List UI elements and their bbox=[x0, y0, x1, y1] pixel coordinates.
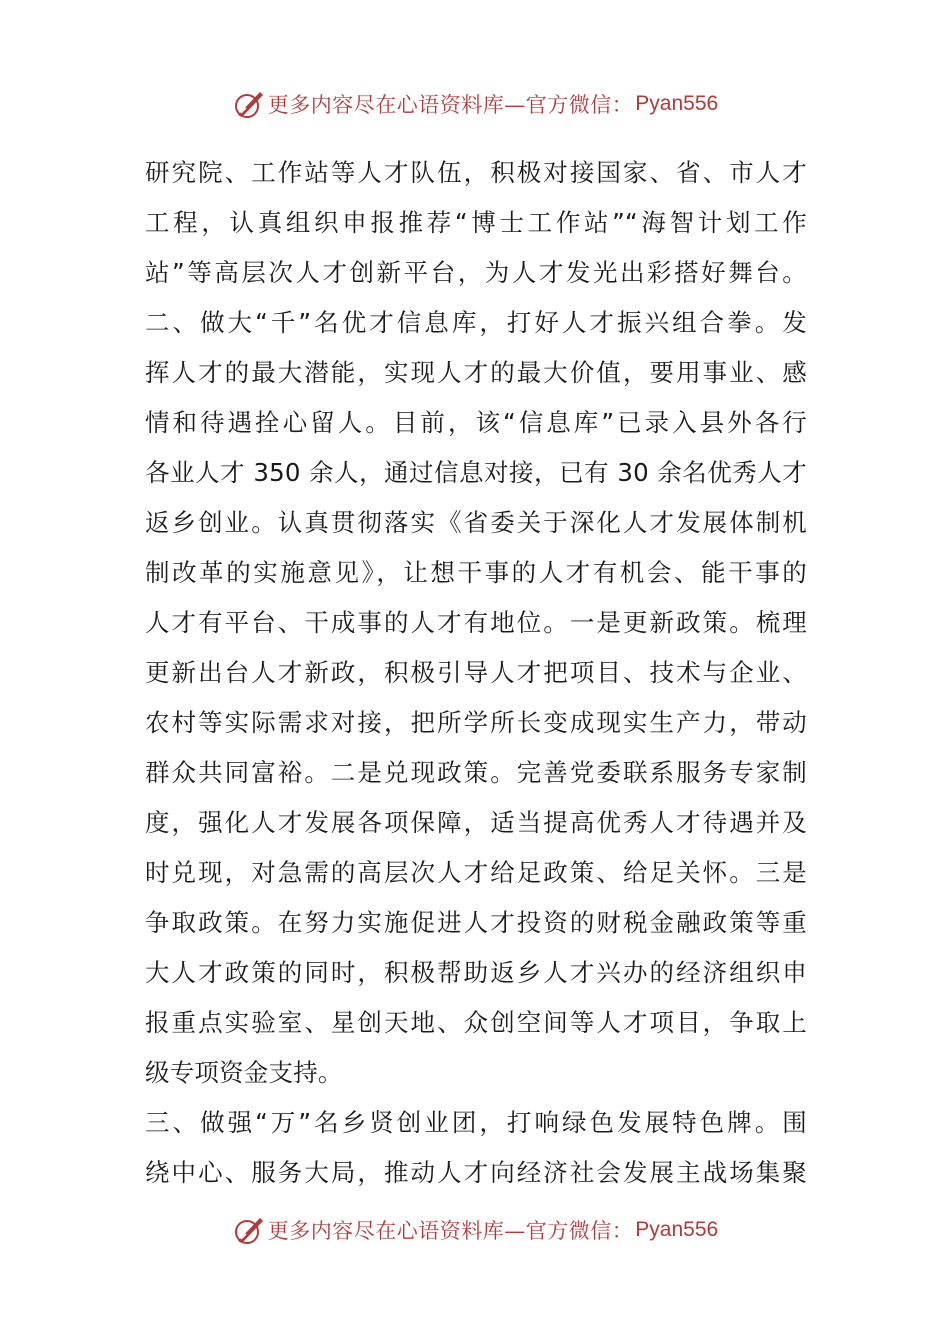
banner-wechat-handle: Pyan556 bbox=[635, 92, 719, 115]
banner-wechat-handle: Pyan556 bbox=[635, 1218, 719, 1241]
text-line: 人才有平台、干成事的人才有地位。一是更新政策。梳理 bbox=[145, 608, 807, 637]
text-line: 大人才政策的同时，积极帮助返乡人才兴办的经济组织申 bbox=[145, 958, 807, 987]
text-line: 群众共同富裕。二是兑现政策。完善党委联系服务专家制 bbox=[145, 758, 807, 787]
text-line: 返乡创业。认真贯彻落实《省委关于深化人才发展体制机 bbox=[145, 508, 807, 537]
text-line: 站”等高层次人才创新平台，为人才发光出彩搭好舞台。 bbox=[145, 258, 807, 287]
text-line: 各业人才 350 余人，通过信息对接，已有 30 余名优秀人才 bbox=[145, 458, 807, 487]
banner-text: 更多内容尽在心语资料库—官方微信： bbox=[267, 93, 634, 117]
text-line: 三、做强“万”名乡贤创业团，打响绿色发展特色牌。围 bbox=[145, 1108, 807, 1137]
text-line: 争取政策。在努力实施促进人才投资的财税金融政策等重 bbox=[145, 908, 807, 937]
text-line: 研究院、工作站等人才队伍，积极对接国家、省、市人才 bbox=[145, 158, 807, 187]
text-line: 情和待遇拴心留人。目前，该“信息库”已录入县外各行 bbox=[145, 408, 807, 437]
text-line: 工程，认真组织申报推荐“博士工作站”“海智计划工作 bbox=[145, 208, 807, 237]
text-line: 二、做大“千”名优才信息库，打好人才振兴组合拳。发 bbox=[145, 308, 807, 337]
quill-logo-icon bbox=[232, 1213, 266, 1247]
text-line: 报重点实验室、星创天地、众创空间等人才项目，争取上 bbox=[145, 1008, 807, 1037]
text-line: 级专项资金支持。 bbox=[145, 1058, 343, 1087]
banner-text: 更多内容尽在心语资料库—官方微信： bbox=[267, 1219, 634, 1243]
header-banner bbox=[0, 84, 950, 124]
text-line: 度，强化人才发展各项保障，适当提高优秀人才待遇并及 bbox=[145, 808, 807, 837]
text-line: 挥人才的最大潜能，实现人才的最大价值，要用事业、感 bbox=[145, 358, 807, 387]
quill-logo-icon bbox=[232, 87, 266, 121]
text-line: 农村等实际需求对接，把所学所长变成现实生产力，带动 bbox=[145, 708, 807, 737]
document-body bbox=[145, 148, 807, 1198]
text-line: 时兑现，对急需的高层次人才给足政策、给足关怀。三是 bbox=[145, 858, 807, 887]
text-line: 更新出台人才新政，积极引导人才把项目、技术与企业、 bbox=[145, 658, 807, 687]
text-line: 制改革的实施意见》，让想干事的人才有机会、能干事的 bbox=[145, 558, 807, 587]
footer-banner bbox=[0, 1210, 950, 1250]
text-line: 绕中心、服务大局，推动人才向经济社会发展主战场集聚 bbox=[145, 1158, 807, 1187]
